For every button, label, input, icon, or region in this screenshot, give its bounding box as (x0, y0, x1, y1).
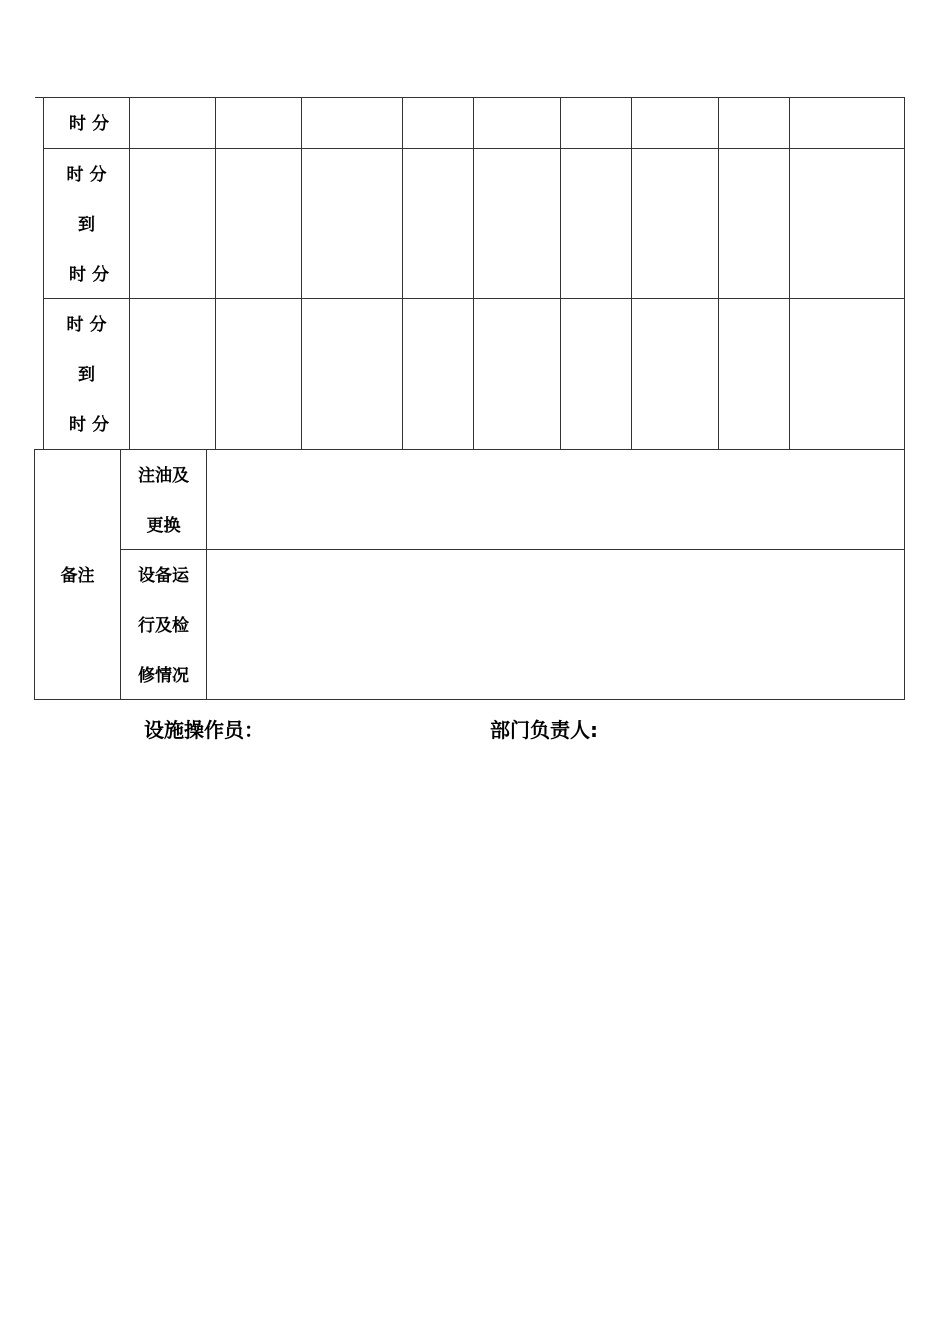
lubrication-notes-field[interactable] (207, 450, 904, 549)
remarks-label: 备注 (60, 566, 95, 586)
remark-item-label: 注油及 (138, 466, 189, 486)
grid-line (718, 97, 719, 449)
log-row (44, 98, 129, 148)
log-row (44, 149, 129, 298)
grid-line (560, 97, 561, 449)
grid-line (631, 97, 632, 449)
time-range-start: 时 分 (66, 315, 107, 335)
time-range-separator: 到 (78, 365, 95, 385)
remark-item-label: 修情况 (138, 666, 189, 686)
manager-signature-label: 部门负责人: (490, 718, 598, 742)
remark-item-lubrication (121, 450, 905, 549)
grid-line (43, 148, 905, 149)
remark-item-label: 行及检 (138, 616, 189, 636)
grid-line (215, 97, 216, 449)
operator-signature-label: 设施操作员： (144, 718, 264, 742)
log-row (44, 299, 129, 449)
time-log-grid (0, 0, 950, 450)
grid-line (43, 97, 905, 98)
grid-line (402, 97, 403, 449)
time-range-separator: 到 (78, 215, 95, 235)
remarks-table (0, 448, 950, 703)
grid-line (34, 699, 905, 700)
time-range-label: 时 分 (69, 114, 109, 134)
time-range-end: 时 分 (69, 265, 109, 285)
grid-line (473, 97, 474, 449)
operation-notes-field[interactable] (207, 550, 904, 699)
time-range-end: 时 分 (69, 415, 109, 435)
time-range-start: 时 分 (66, 165, 107, 185)
grid-line (43, 298, 905, 299)
remark-item-label: 更换 (146, 516, 181, 536)
remark-item-label: 设备运 (138, 566, 189, 586)
grid-line (789, 97, 790, 449)
grid-line (301, 97, 302, 449)
remark-item-operation (121, 550, 905, 699)
grid-line (904, 97, 905, 449)
